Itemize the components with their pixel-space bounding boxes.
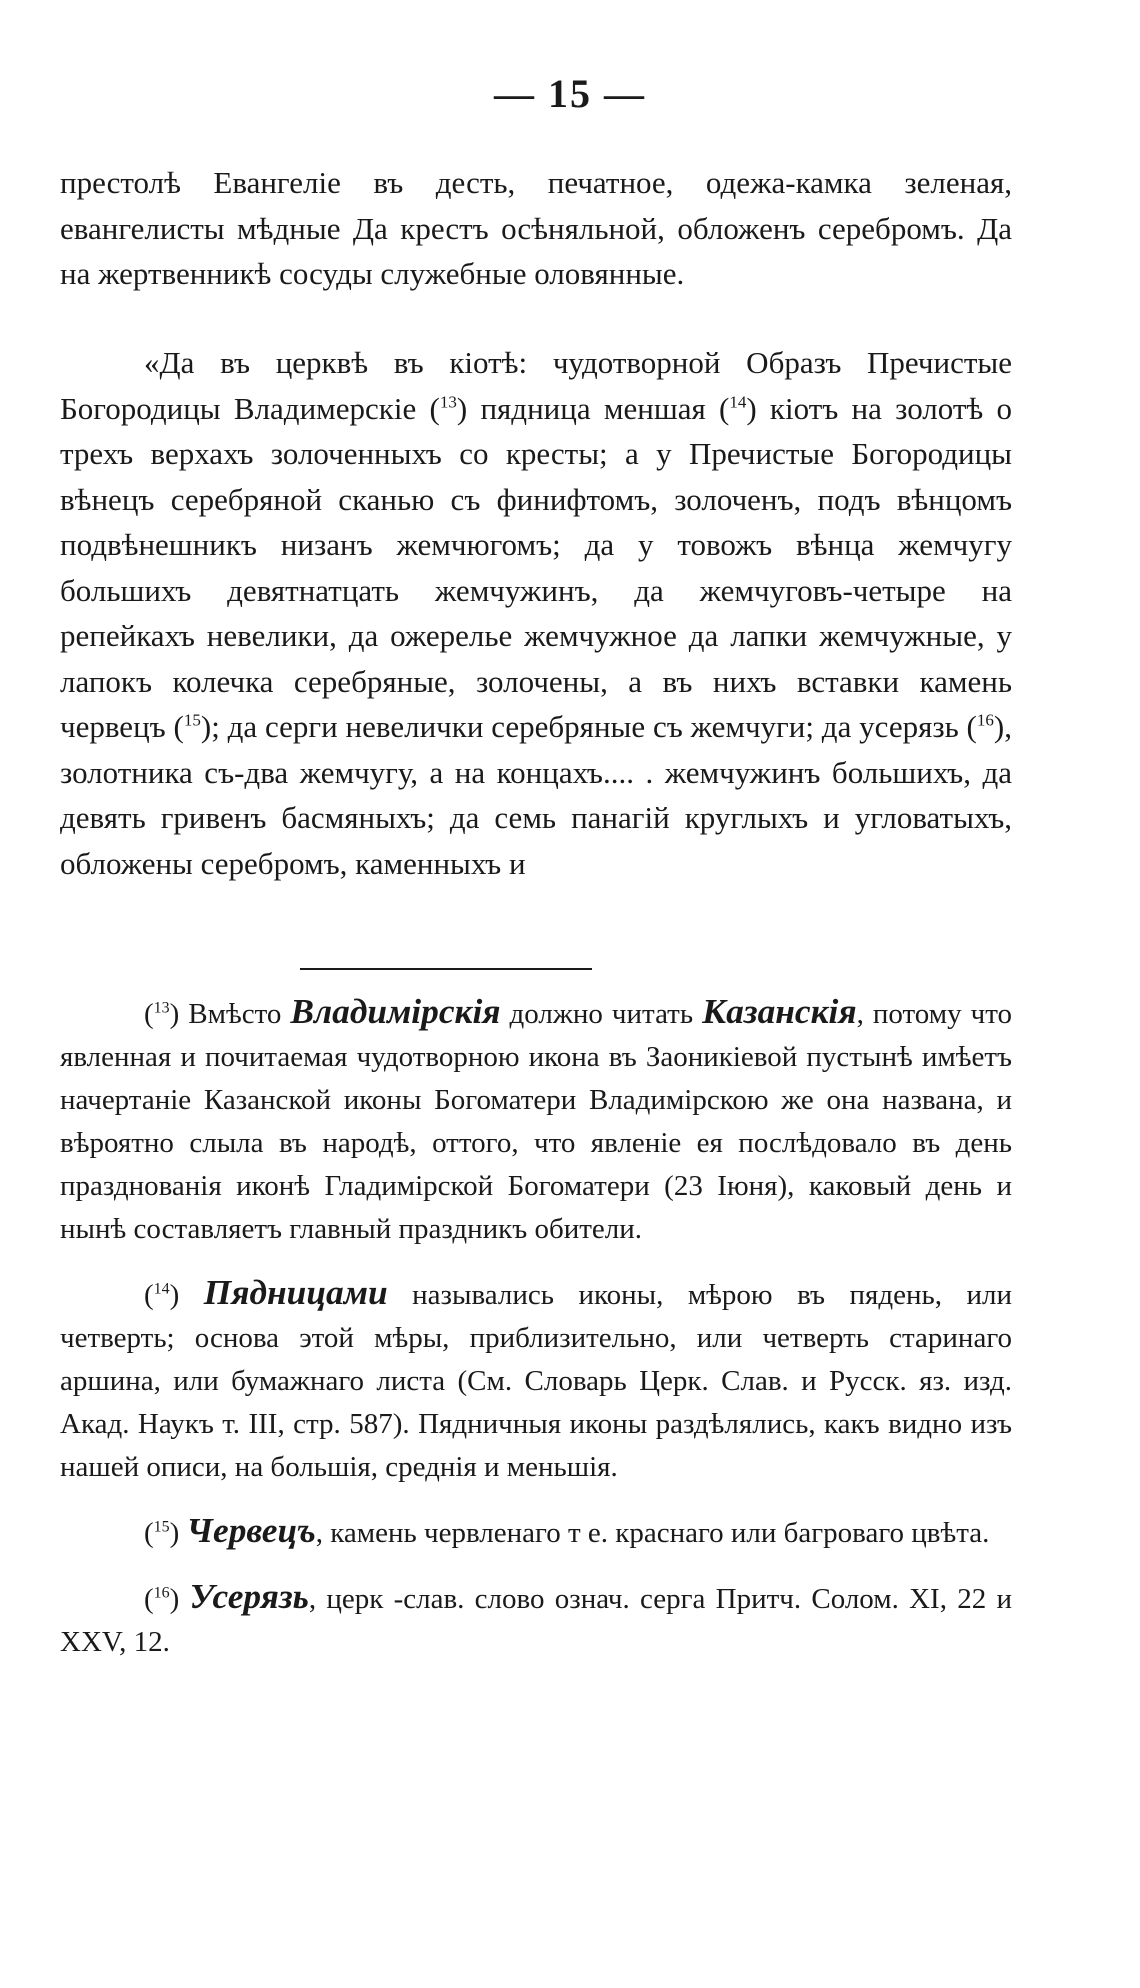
footnote-term: Усерязь xyxy=(189,1576,309,1616)
text-segment: ) кіотъ на золотѣ о трехъ верхахъ золоченныхъ со кресты; а у Пречистые Богородицы вѣнецъ серебряной сканью съ финифтомъ, золоченъ, подъ вѣнцомъ подвѣнешникъ низанъ жемчюгомъ; да у товожъ вѣнца жемчугу большихъ девятнатцать жемчужинъ, да жемчуговъ-четыре на репейкахъ невелики, да ожерелье жемчужное да лапки жемчужные, у лапокъ колечка серебряные, золочены, а въ нихъ вставки камень червецъ ( xyxy=(60,390,1013,744)
footnotes xyxy=(60,990,1012,1684)
text-segment: «Да въ церквѣ въ кіотѣ: чудотворной Образъ Пречистые Богородицы Владимерскіе ( xyxy=(60,345,1012,426)
footnote-ref-16: 16 xyxy=(976,710,994,730)
footnote-term: Казанскія xyxy=(702,991,857,1031)
footnote-ref-15: 15 xyxy=(183,710,201,730)
footnote-15: ($^{15}$) Червецъ, камень червленаго т е. краснаго или багроваго цвѣта. xyxy=(144,1510,990,1550)
paragraph-2 xyxy=(60,340,1012,886)
main-text-2 xyxy=(60,340,1012,886)
text-segment: ) пядница меншая ( xyxy=(456,390,730,426)
footnote-text: должно читать xyxy=(500,998,703,1030)
footnote-14: ($^{14}$) Пядницами назывались иконы, мѣрою въ пядень, или четверть; основа этой мѣры, приблизительно, или четверть старинаго аршина, или бумажнаго листа (См. Словарь Церк. Слав. и Русск. яз. изд. Акад. Наукъ т. III, стр. 587). Пядничныя иконы раздѣлялись, какъ видно изъ нашей описи, на большія, среднія и меньшія. xyxy=(60,1272,1012,1483)
main-text xyxy=(60,160,1012,297)
text-segment: ); да серги невелички серебряные съ жемчуги; да усерязь ( xyxy=(200,709,977,744)
footnote-divider xyxy=(300,968,592,970)
footnote-term: Владимірскія xyxy=(290,991,501,1031)
footnote-text: , камень червленаго т е. краснаго или багроваго цвѣта. xyxy=(315,1517,990,1549)
footnote-text: , потому что явленная и почитаемая чудотворною икона въ Заоникіевой пустынѣ имѣетъ начертаніе Казанской иконы Богоматери Владимірскою же она названа, и вѣроятно слыла въ народѣ, оттого, что явленіе ея послѣдовало въ день празднованія иконѣ Гладимірской Богоматери (23 Іюня), каковый день и нынѣ составляетъ главный праздникъ обители. xyxy=(60,998,1012,1245)
page-number: — 15 — xyxy=(494,71,646,116)
paragraph-1: престолѣ Евангеліе въ десть, печатное, одежа-камка зеленая, евангелисты мѣдные Да крестъ осѣняльной, обложенъ серебромъ. Да на жертвенникѣ сосуды служебные оловянные. xyxy=(60,165,1012,291)
footnote-term: Пядницами xyxy=(203,1272,388,1312)
footnote-term: Червецъ xyxy=(186,1510,316,1550)
footnote-number: 14 xyxy=(153,1280,170,1298)
footnote-number: 16 xyxy=(153,1584,170,1602)
footnote-16: ($^{16}$) Усерязь, церк -слав. слово означ. серга Притч. Солом. XI, 22 и XXV, 12. xyxy=(60,1576,1012,1658)
footnote-text: назывались иконы, мѣрою въ пядень, или четверть; основа этой мѣры, приблизительно, или четверть старинаго аршина, или бумажнаго листа (См. Словарь Церк. Слав. и Русск. яз. изд. Акад. Наукъ т. III, стр. 587). Пядничныя иконы раздѣлялись, какъ видно изъ нашей описи, на большія, среднія и меньшія. xyxy=(60,1279,1012,1483)
footnote-number: 15 xyxy=(153,1518,170,1536)
footnote-number: 13 xyxy=(153,999,170,1017)
footnote-13: ($^{13}$) Вмѣсто Владимірскія должно читать Казанскія, потому что явленная и почитаемая чудотворною икона въ Заоникіевой пустынѣ имѣетъ начертаніе Казанской иконы Богоматери Владимірскою же она названа, и вѣроятно слыла въ народѣ, оттого, что явленіе ея послѣдовало въ день празднованія иконѣ Гладимірской Богоматери (23 Іюня), каковый день и нынѣ составляетъ главный праздникъ обители. xyxy=(60,991,1012,1245)
text-segment: ), золотника съ-два жемчугу, а на концахъ.... . жемчужинъ большихъ, да девять гривенъ басмяныхъ; да семь панагій круглыхъ и угловатыхъ, обложены серебромъ, каменныхъ и xyxy=(60,709,1012,881)
footnote-ref-14: 14 xyxy=(729,392,747,412)
footnote-text: , церк -слав. слово означ. серга Притч. Солом. XI, 22 и XXV, 12. xyxy=(60,1583,1012,1658)
footnote-ref-13: 13 xyxy=(439,392,457,412)
